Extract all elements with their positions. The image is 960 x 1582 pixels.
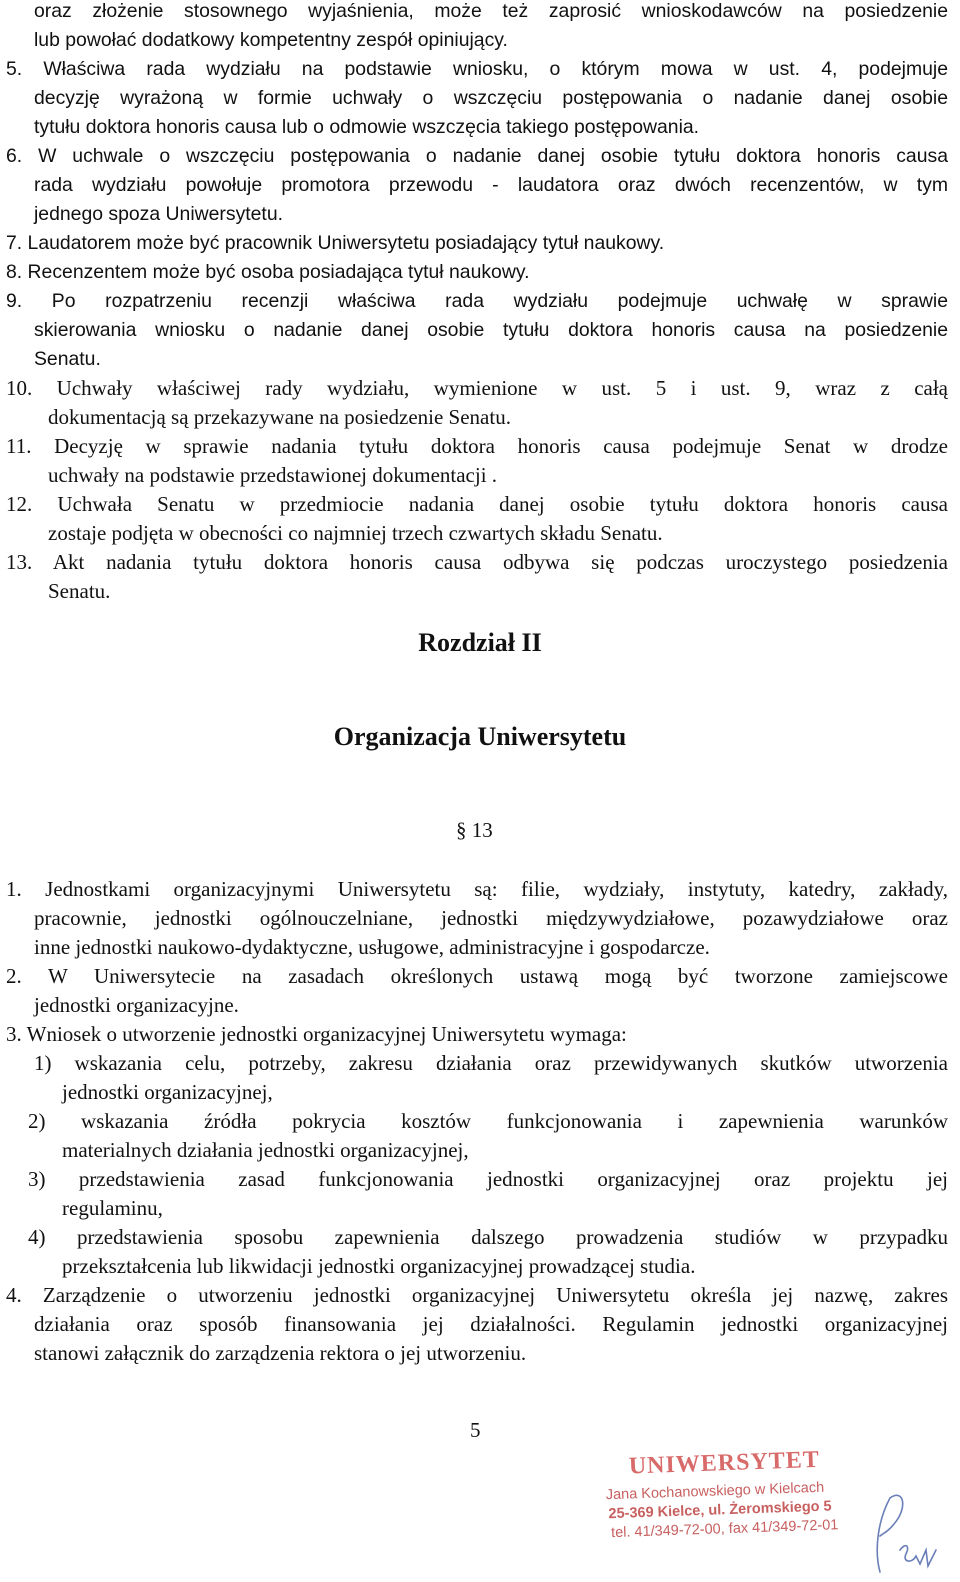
text-line: 3) przedstawienia zasad funkcjonowania jednostki organizacyjnej oraz projektu jej	[28, 1167, 948, 1191]
text-line: skierowania wniosku o nadanie danej osobie tytułu doktora honoris causa na posiedzenie	[34, 319, 948, 341]
text-line: przekształcenia lub likwidacji jednostki organizacyjnej prowadzącej studia.	[62, 1254, 696, 1278]
text-line: zostaje podjęta w obecności co najmniej trzech czwartych składu Senatu.	[48, 521, 663, 545]
text-line: materialnych działania jednostki organizacyjnej,	[62, 1138, 469, 1162]
stamp-line-1: Jana Kochanowskiego w Kielcach	[605, 1479, 825, 1504]
text-line: uchwały na podstawie przedstawionej dokumentacji .	[48, 463, 498, 487]
text-line: 11. Decyzję w sprawie nadania tytułu doktora honoris causa podejmuje Senat w drodze	[6, 434, 948, 458]
text-line: 2. W Uniwersytecie na zasadach określonych ustawą mogą być tworzone zamiejscowe	[6, 964, 948, 988]
section-mark: § 13	[456, 818, 493, 842]
chapter-title: Organizacja Uniwersytetu	[333, 722, 627, 751]
text-line: 1. Jednostkami organizacyjnymi Uniwersytetu są: filie, wydziały, instytuty, katedry, zakłady,	[6, 877, 948, 901]
text-line: Senatu.	[34, 348, 101, 370]
text-line: 5. Właściwa rada wydziału na podstawie wniosku, o którym mowa w ust. 4, podejmuje	[6, 58, 948, 80]
text-line: inne jednostki naukowo-dydaktyczne, usługowe, administracyjne i gospodarcze.	[34, 935, 710, 959]
page-number: 5	[470, 1418, 481, 1442]
text-line: stanowi załącznik do zarządzenia rektora o jej utworzeniu.	[34, 1341, 527, 1365]
text-line: rada wydziału powołuje promotora przewodu - laudatora oraz dwóch recenzentów, w tym	[34, 174, 948, 196]
text-line: 13. Akt nadania tytułu doktora honoris causa odbywa się podczas uroczystego posiedzenia	[6, 550, 948, 574]
stamp-line-2: 25-369 Kielce, ul. Żeromskiego 5	[608, 1498, 832, 1523]
text-line: 12. Uchwała Senatu w przedmiocie nadania danej osobie tytułu doktora honoris causa	[6, 492, 948, 516]
text-line: tytułu doktora honoris causa lub o odmowie wszczęcia takiego postępowania.	[34, 116, 700, 138]
text-line: 9. Po rozpatrzeniu recenzji właściwa rada wydziału podejmuje uchwałę w sprawie	[6, 290, 948, 312]
text-line: 4. Zarządzenie o utworzeniu jednostki organizacyjnej Uniwersytetu określa jej nazwę, zakres	[6, 1283, 948, 1307]
text-line: oraz złożenie stosownego wyjaśnienia, może też zaprosić wnioskodawców na posiedzenie	[34, 0, 948, 22]
text-line: Senatu.	[48, 579, 111, 603]
text-line: 4) przedstawienia sposobu zapewnienia dalszego prowadzenia studiów w przypadku	[28, 1225, 948, 1249]
text-line: działania oraz sposób finansowania jej działalności. Regulamin jednostki organizacyjnej	[34, 1312, 948, 1336]
text-line: 6. W uchwale o wszczęciu postępowania o nadanie danej osobie tytułu doktora honoris causa	[6, 145, 948, 167]
text-line: jednostki organizacyjnej,	[62, 1080, 273, 1104]
text-line: 7. Laudatorem może być pracownik Uniwersytetu posiadający tytuł naukowy.	[6, 232, 665, 254]
text-line: regulaminu,	[62, 1196, 163, 1220]
text-line: 10. Uchwały właściwej rady wydziału, wymienione w ust. 5 i ust. 9, wraz z całą	[6, 376, 948, 400]
chapter-heading: Rozdział II	[418, 628, 542, 657]
text-line: decyzję wyrażoną w formie uchwały o wszczęciu postępowania o nadanie danej osobie	[34, 87, 948, 109]
handwritten-signature	[860, 1480, 950, 1580]
text-line: 8. Recenzentem może być osoba posiadająca tytuł naukowy.	[6, 261, 530, 283]
text-line: jednostki organizacyjne.	[34, 993, 239, 1017]
text-line: jednego spoza Uniwersytetu.	[34, 203, 283, 225]
text-line: pracownie, jednostki ogólnouczelniane, jednostki międzywydziałowe, pozawydziałowe oraz	[34, 906, 948, 930]
text-line: 1) wskazania celu, potrzeby, zakresu działania oraz przewidywanych skutków utworzenia	[34, 1051, 948, 1075]
text-line: dokumentacją są przekazywane na posiedzenie Senatu.	[48, 405, 511, 429]
text-line: lub powołać dodatkowy kompetentny zespół opiniujący.	[34, 29, 508, 51]
university-stamp	[602, 1446, 855, 1551]
text-line: 3. Wniosek o utworzenie jednostki organizacyjnej Uniwersytetu wymaga:	[6, 1022, 627, 1046]
text-line: 2) wskazania źródła pokrycia kosztów funkcjonowania i zapewnienia warunków	[28, 1109, 948, 1133]
stamp-line-3: tel. 41/349-72-00, fax 41/349-72-01	[610, 1517, 839, 1542]
stamp-title: UNIWERSYTET	[628, 1446, 821, 1480]
